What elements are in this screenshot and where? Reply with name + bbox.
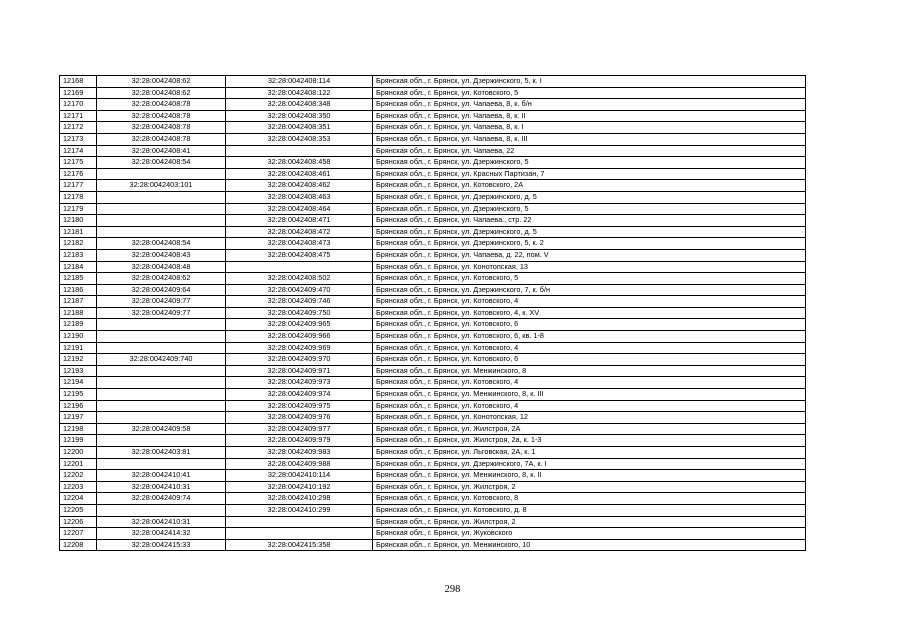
table-row [60,284,806,296]
row-number-cell: 12175 [60,157,97,169]
building-cadastral-number-cell: 32:28:0042409:974 [226,389,373,401]
table-row [60,481,806,493]
table-row [60,447,806,459]
table-row [60,157,806,169]
address-cell: Брянская обл., г. Брянск, ул. Котовского, 2А [373,180,806,192]
address-cell: Брянская обл., г. Брянск, ул. Котовского, 4 [373,296,806,308]
parcel-cadastral-number-cell [97,203,226,215]
table-row [60,412,806,424]
parcel-cadastral-number-cell: 32:28:0042403:81 [97,447,226,459]
building-cadastral-number-cell: 32:28:0042409:470 [226,284,373,296]
parcel-cadastral-number-cell: 32:28:0042408:48 [97,261,226,273]
parcel-cadastral-number-cell [97,412,226,424]
row-number-cell: 12206 [60,516,97,528]
parcel-cadastral-number-cell: 32:28:0042408:62 [97,87,226,99]
address-cell: Брянская обл., г. Брянск, ул. Чапаева, 8, к. II [373,110,806,122]
table-row [60,516,806,528]
table-row [60,99,806,111]
parcel-cadastral-number-cell [97,215,226,227]
building-cadastral-number-cell: 32:28:0042409:976 [226,412,373,424]
parcel-cadastral-number-cell: 32:28:0042415:33 [97,539,226,551]
address-cell: Брянская обл., г. Брянск, ул. Дзержинского, д. 5 [373,191,806,203]
row-number-cell: 12181 [60,226,97,238]
row-number-cell: 12191 [60,342,97,354]
table-row [60,261,806,273]
parcel-cadastral-number-cell: 32:28:0042409:74 [97,493,226,505]
building-cadastral-number-cell: 32:28:0042409:969 [226,342,373,354]
address-cell: Брянская обл., г. Брянск, ул. Менжинского, 8, к. II [373,470,806,482]
row-number-cell: 12171 [60,110,97,122]
address-cell: Брянская обл., г. Брянск, ул. Дзержинского, 5, к. 2 [373,238,806,250]
table-row [60,249,806,261]
table-row [60,145,806,157]
table-row [60,400,806,412]
parcel-cadastral-number-cell: 32:28:0042408:78 [97,99,226,111]
parcel-cadastral-number-cell: 32:28:0042409:77 [97,296,226,308]
address-cell: Брянская обл., г. Брянск, ул. Дзержинского, 7А, к. I [373,458,806,470]
row-number-cell: 12197 [60,412,97,424]
address-cell: Брянская обл., г. Брянск, ул. Чапаева, 8, к. III [373,133,806,145]
building-cadastral-number-cell: 32:28:0042408:502 [226,273,373,285]
address-cell: Брянская обл., г. Брянск, ул. Дзержинского, 7, к. б/н [373,284,806,296]
row-number-cell: 12203 [60,481,97,493]
row-number-cell: 12183 [60,249,97,261]
row-number-cell: 12184 [60,261,97,273]
table-row [60,191,806,203]
parcel-cadastral-number-cell: 32:28:0042408:54 [97,238,226,250]
address-cell: Брянская обл., г. Брянск, ул. Дзержинского, 5, к. I [373,76,806,88]
table-row [60,458,806,470]
address-cell: Брянская обл., г. Брянск, ул. Чапаева, 22 [373,145,806,157]
row-number-cell: 12200 [60,447,97,459]
building-cadastral-number-cell: 32:28:0042408:475 [226,249,373,261]
table-row [60,539,806,551]
address-cell: Брянская обл., г. Брянск, ул. Менжинского, 8, к. III [373,389,806,401]
parcel-cadastral-number-cell: 32:28:0042408:62 [97,273,226,285]
building-cadastral-number-cell: 32:28:0042410:299 [226,504,373,516]
address-cell: Брянская обл., г. Брянск, ул. Чапаева., стр. 22 [373,215,806,227]
address-cell: Брянская обл., г. Брянск, ул. Конотопская, 12 [373,412,806,424]
address-cell: Брянская обл., г. Брянск, ул. Котовского, 6 [373,319,806,331]
parcel-cadastral-number-cell: 32:28:0042409:64 [97,284,226,296]
address-cell: Брянская обл., г. Брянск, ул. Котовского, 4, к. XV [373,307,806,319]
building-cadastral-number-cell: 32:28:0042408:353 [226,133,373,145]
document-page-table-container [59,75,806,551]
cadastral-table-body [60,76,806,551]
parcel-cadastral-number-cell [97,504,226,516]
table-row [60,528,806,540]
row-number-cell: 12192 [60,354,97,366]
row-number-cell: 12194 [60,377,97,389]
table-row [60,470,806,482]
building-cadastral-number-cell: 32:28:0042408:473 [226,238,373,250]
page-number: 298 [444,584,461,595]
building-cadastral-number-cell: 32:28:0042410:192 [226,481,373,493]
parcel-cadastral-number-cell [97,226,226,238]
parcel-cadastral-number-cell: 32:28:0042408:43 [97,249,226,261]
parcel-cadastral-number-cell: 32:28:0042410:41 [97,470,226,482]
parcel-cadastral-number-cell: 32:28:0042408:78 [97,110,226,122]
row-number-cell: 12190 [60,331,97,343]
parcel-cadastral-number-cell: 32:28:0042408:78 [97,122,226,134]
table-row [60,377,806,389]
table-row [60,307,806,319]
row-number-cell: 12193 [60,365,97,377]
table-row [60,238,806,250]
parcel-cadastral-number-cell: 32:28:0042409:58 [97,423,226,435]
parcel-cadastral-number-cell [97,377,226,389]
parcel-cadastral-number-cell: 32:28:0042409:740 [97,354,226,366]
parcel-cadastral-number-cell: 32:28:0042410:31 [97,481,226,493]
table-row [60,76,806,88]
building-cadastral-number-cell: 32:28:0042409:988 [226,458,373,470]
parcel-cadastral-number-cell [97,331,226,343]
address-cell: Брянская обл., г. Брянск, ул. Котовского, 5 [373,273,806,285]
building-cadastral-number-cell: 32:28:0042409:746 [226,296,373,308]
building-cadastral-number-cell: 32:28:0042408:350 [226,110,373,122]
address-cell: Брянская обл., г. Брянск, ул. Менжинского, 8 [373,365,806,377]
parcel-cadastral-number-cell [97,389,226,401]
row-number-cell: 12180 [60,215,97,227]
row-number-cell: 12176 [60,168,97,180]
table-row [60,389,806,401]
address-cell: Брянская обл., г. Брянск, ул. Жилстроя, 2А [373,423,806,435]
address-cell: Брянская обл., г. Брянск, ул. Котовского, 6, кв. 1-8 [373,331,806,343]
address-cell: Брянская обл., г. Брянск, ул. Жилстроя, 2а, к. 1-3 [373,435,806,447]
table-row [60,180,806,192]
building-cadastral-number-cell: 32:28:0042408:348 [226,99,373,111]
building-cadastral-number-cell: 32:28:0042408:463 [226,191,373,203]
address-cell: Брянская обл., г. Брянск, ул. Жилстроя, 2 [373,516,806,528]
address-cell: Брянская обл., г. Брянск, ул. Дзержинского, 5 [373,157,806,169]
address-cell: Брянская обл., г. Брянск, ул. Чапаева, 8, к. I [373,122,806,134]
address-cell: Брянская обл., г. Брянск, ул. Котовского, 6 [373,354,806,366]
table-row [60,87,806,99]
row-number-cell: 12187 [60,296,97,308]
parcel-cadastral-number-cell [97,191,226,203]
row-number-cell: 12204 [60,493,97,505]
table-row [60,435,806,447]
address-cell: Брянская обл., г. Брянск, ул. Котовского, 8 [373,493,806,505]
table-row [60,354,806,366]
building-cadastral-number-cell: 32:28:0042409:983 [226,447,373,459]
building-cadastral-number-cell: 32:28:0042409:975 [226,400,373,412]
table-row [60,319,806,331]
table-row [60,122,806,134]
building-cadastral-number-cell: 32:28:0042408:351 [226,122,373,134]
building-cadastral-number-cell: 32:28:0042408:462 [226,180,373,192]
row-number-cell: 12188 [60,307,97,319]
table-row [60,423,806,435]
table-row [60,296,806,308]
address-cell: Брянская обл., г. Брянск, ул. Дзержинского, д. 5 [373,226,806,238]
building-cadastral-number-cell: 32:28:0042410:114 [226,470,373,482]
row-number-cell: 12179 [60,203,97,215]
building-cadastral-number-cell: 32:28:0042409:977 [226,423,373,435]
table-row [60,273,806,285]
parcel-cadastral-number-cell [97,400,226,412]
building-cadastral-number-cell: 32:28:0042408:122 [226,87,373,99]
table-row [60,342,806,354]
building-cadastral-number-cell [226,528,373,540]
building-cadastral-number-cell: 32:28:0042408:114 [226,76,373,88]
building-cadastral-number-cell: 32:28:0042408:471 [226,215,373,227]
row-number-cell: 12185 [60,273,97,285]
row-number-cell: 12186 [60,284,97,296]
building-cadastral-number-cell: 32:28:0042409:750 [226,307,373,319]
building-cadastral-number-cell: 32:28:0042415:358 [226,539,373,551]
row-number-cell: 12207 [60,528,97,540]
address-cell: Брянская обл., г. Брянск, ул. Котовского, 5 [373,87,806,99]
row-number-cell: 12202 [60,470,97,482]
parcel-cadastral-number-cell: 32:28:0042408:78 [97,133,226,145]
parcel-cadastral-number-cell: 32:28:0042414:32 [97,528,226,540]
address-cell: Брянская обл., г. Брянск, ул. Дзержинского, 5 [373,203,806,215]
table-row [60,215,806,227]
parcel-cadastral-number-cell: 32:28:0042408:54 [97,157,226,169]
row-number-cell: 12182 [60,238,97,250]
address-cell: Брянская обл., г. Брянск, ул. Жилстроя, 2 [373,481,806,493]
building-cadastral-number-cell: 32:28:0042409:971 [226,365,373,377]
building-cadastral-number-cell: 32:28:0042409:970 [226,354,373,366]
address-cell: Брянская обл., г. Брянск, ул. Чапаева, 8, к. б/н [373,99,806,111]
building-cadastral-number-cell [226,516,373,528]
parcel-cadastral-number-cell [97,458,226,470]
building-cadastral-number-cell: 32:28:0042409:965 [226,319,373,331]
row-number-cell: 12205 [60,504,97,516]
row-number-cell: 12196 [60,400,97,412]
row-number-cell: 12170 [60,99,97,111]
table-row [60,365,806,377]
table-row [60,133,806,145]
parcel-cadastral-number-cell: 32:28:0042408:41 [97,145,226,157]
building-cadastral-number-cell: 32:28:0042409:966 [226,331,373,343]
row-number-cell: 12174 [60,145,97,157]
address-cell: Брянская обл., г. Брянск, ул. Котовского, 4 [373,377,806,389]
address-cell: Брянская обл., г. Брянск, ул. Конотопская, 13 [373,261,806,273]
building-cadastral-number-cell: 32:28:0042409:973 [226,377,373,389]
building-cadastral-number-cell: 32:28:0042408:461 [226,168,373,180]
row-number-cell: 12178 [60,191,97,203]
building-cadastral-number-cell: 32:28:0042410:298 [226,493,373,505]
table-row [60,504,806,516]
address-cell: Брянская обл., г. Брянск, ул. Чапаева, д. 22, пом. V [373,249,806,261]
building-cadastral-number-cell: 32:28:0042408:458 [226,157,373,169]
row-number-cell: 12189 [60,319,97,331]
address-cell: Брянская обл., г. Брянск, ул. Жуковского [373,528,806,540]
building-cadastral-number-cell: 32:28:0042408:464 [226,203,373,215]
table-row [60,331,806,343]
row-number-cell: 12173 [60,133,97,145]
parcel-cadastral-number-cell: 32:28:0042409:77 [97,307,226,319]
table-row [60,168,806,180]
address-cell: Брянская обл., г. Брянск, ул. Красных Партизан, 7 [373,168,806,180]
address-cell: Брянская обл., г. Брянск, ул. Менжинского, 10 [373,539,806,551]
address-cell: Брянская обл., г. Брянск, ул. Котовского, 4 [373,342,806,354]
parcel-cadastral-number-cell [97,365,226,377]
row-number-cell: 12208 [60,539,97,551]
row-number-cell: 12168 [60,76,97,88]
table-row [60,110,806,122]
row-number-cell: 12199 [60,435,97,447]
parcel-cadastral-number-cell: 32:28:0042403:101 [97,180,226,192]
building-cadastral-number-cell [226,145,373,157]
address-cell: Брянская обл., г. Брянск, ул. Котовского, д. 8 [373,504,806,516]
row-number-cell: 12169 [60,87,97,99]
parcel-cadastral-number-cell: 32:28:0042410:31 [97,516,226,528]
row-number-cell: 12177 [60,180,97,192]
parcel-cadastral-number-cell [97,319,226,331]
parcel-cadastral-number-cell: 32:28:0042408:62 [97,76,226,88]
parcel-cadastral-number-cell [97,435,226,447]
row-number-cell: 12198 [60,423,97,435]
table-row [60,203,806,215]
row-number-cell: 12172 [60,122,97,134]
parcel-cadastral-number-cell [97,342,226,354]
row-number-cell: 12195 [60,389,97,401]
table-row [60,493,806,505]
row-number-cell: 12201 [60,458,97,470]
table-row [60,226,806,238]
building-cadastral-number-cell: 32:28:0042408:472 [226,226,373,238]
building-cadastral-number-cell: 32:28:0042409:979 [226,435,373,447]
address-cell: Брянская обл., г. Брянск, ул. Льговская, 2А, к. 1 [373,447,806,459]
address-cell: Брянская обл., г. Брянск, ул. Котовского, 4 [373,400,806,412]
building-cadastral-number-cell [226,261,373,273]
parcel-cadastral-number-cell [97,168,226,180]
cadastral-table [59,75,806,551]
